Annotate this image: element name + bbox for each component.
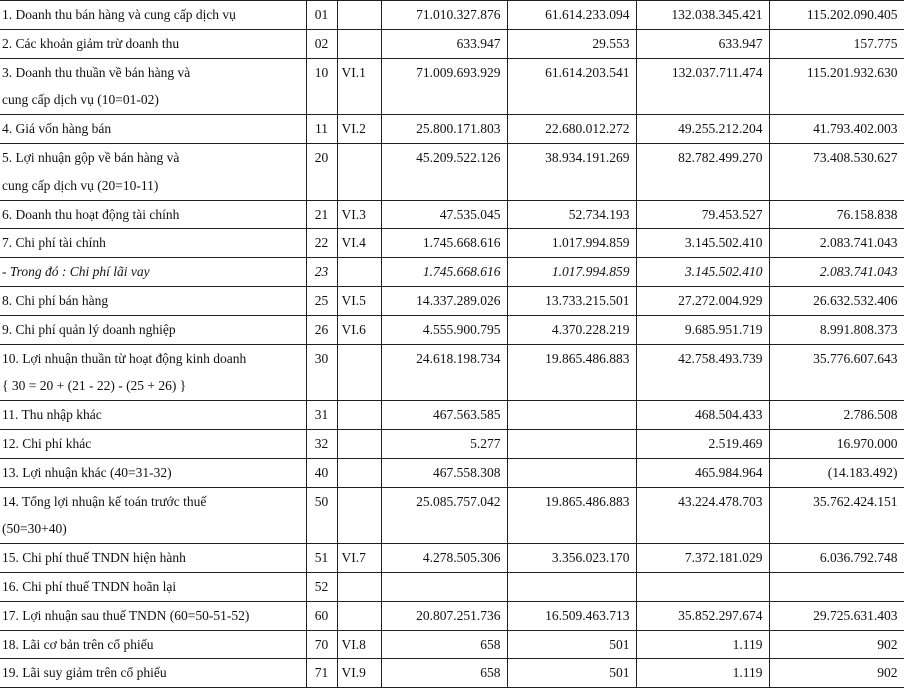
line-item-label: 10. Lợi nhuận thuần từ hoạt động kinh doanh bbox=[0, 344, 306, 372]
value-col-1 bbox=[381, 172, 507, 200]
table-row bbox=[0, 258, 904, 287]
table-row bbox=[0, 172, 904, 200]
line-item-code bbox=[306, 86, 337, 114]
value-col-4: 2.083.741.043 bbox=[769, 258, 904, 287]
value-col-4 bbox=[769, 86, 904, 114]
value-col-1: 25.800.171.803 bbox=[381, 115, 507, 144]
table-row bbox=[0, 344, 904, 372]
line-item-label: (50=30+40) bbox=[0, 515, 306, 543]
value-col-2: 61.614.203.541 bbox=[507, 58, 636, 86]
value-col-2: 1.017.994.859 bbox=[507, 258, 636, 287]
line-item-note: VI.2 bbox=[337, 115, 381, 144]
value-col-3: 465.984.964 bbox=[636, 458, 769, 487]
line-item-code: 21 bbox=[306, 200, 337, 229]
line-item-note: VI.4 bbox=[337, 229, 381, 258]
value-col-2: 22.680.012.272 bbox=[507, 115, 636, 144]
line-item-note bbox=[337, 372, 381, 400]
line-item-code: 02 bbox=[306, 29, 337, 58]
line-item-label: cung cấp dịch vụ (10=01-02) bbox=[0, 86, 306, 114]
table-row bbox=[0, 200, 904, 229]
value-col-1: 24.618.198.734 bbox=[381, 344, 507, 372]
value-col-2: 3.356.023.170 bbox=[507, 544, 636, 573]
value-col-2: 13.733.215.501 bbox=[507, 286, 636, 315]
value-col-1: 658 bbox=[381, 659, 507, 688]
line-item-code: 50 bbox=[306, 487, 337, 515]
value-col-4 bbox=[769, 172, 904, 200]
line-item-code bbox=[306, 372, 337, 400]
value-col-4: 2.786.508 bbox=[769, 401, 904, 430]
line-item-code: 10 bbox=[306, 58, 337, 86]
table-row bbox=[0, 58, 904, 86]
line-item-note: VI.3 bbox=[337, 200, 381, 229]
line-item-note bbox=[337, 143, 381, 171]
line-item-code: 71 bbox=[306, 659, 337, 688]
value-col-3 bbox=[636, 572, 769, 601]
table-row bbox=[0, 659, 904, 688]
value-col-1 bbox=[381, 515, 507, 543]
value-col-3 bbox=[636, 372, 769, 400]
value-col-2 bbox=[507, 372, 636, 400]
table-row bbox=[0, 29, 904, 58]
value-col-4: 35.776.607.643 bbox=[769, 344, 904, 372]
value-col-3: 79.453.527 bbox=[636, 200, 769, 229]
table-row bbox=[0, 0, 904, 29]
value-col-4 bbox=[769, 372, 904, 400]
table-row bbox=[0, 401, 904, 430]
value-col-4: 26.632.532.406 bbox=[769, 286, 904, 315]
line-item-code bbox=[306, 172, 337, 200]
value-col-4: (14.183.492) bbox=[769, 458, 904, 487]
line-item-label: 6. Doanh thu hoạt động tài chính bbox=[0, 200, 306, 229]
value-col-3: 1.119 bbox=[636, 659, 769, 688]
value-col-2 bbox=[507, 86, 636, 114]
value-col-2 bbox=[507, 172, 636, 200]
line-item-note bbox=[337, 86, 381, 114]
line-item-note bbox=[337, 572, 381, 601]
value-col-3: 49.255.212.204 bbox=[636, 115, 769, 144]
value-col-1: 4.278.505.306 bbox=[381, 544, 507, 573]
value-col-1: 71.010.327.876 bbox=[381, 0, 507, 29]
value-col-2: 1.017.994.859 bbox=[507, 229, 636, 258]
value-col-3: 3.145.502.410 bbox=[636, 229, 769, 258]
value-col-2: 19.865.486.883 bbox=[507, 344, 636, 372]
value-col-4 bbox=[769, 572, 904, 601]
value-col-3: 7.372.181.029 bbox=[636, 544, 769, 573]
line-item-label: 17. Lợi nhuận sau thuế TNDN (60=50-51-52) bbox=[0, 601, 306, 630]
value-col-4 bbox=[769, 515, 904, 543]
line-item-note bbox=[337, 401, 381, 430]
line-item-code: 70 bbox=[306, 630, 337, 659]
line-item-label: 13. Lợi nhuận khác (40=31-32) bbox=[0, 458, 306, 487]
line-item-note bbox=[337, 172, 381, 200]
line-item-label: cung cấp dịch vụ (20=10-11) bbox=[0, 172, 306, 200]
line-item-note: VI.7 bbox=[337, 544, 381, 573]
table-row bbox=[0, 487, 904, 515]
line-item-label: 2. Các khoản giảm trừ doanh thu bbox=[0, 29, 306, 58]
line-item-code: 30 bbox=[306, 344, 337, 372]
value-col-4: 902 bbox=[769, 659, 904, 688]
table-row bbox=[0, 515, 904, 543]
value-col-1: 1.745.668.616 bbox=[381, 229, 507, 258]
value-col-3: 132.038.345.421 bbox=[636, 0, 769, 29]
line-item-label: 15. Chi phí thuế TNDN hiện hành bbox=[0, 544, 306, 573]
line-item-note bbox=[337, 458, 381, 487]
line-item-label: 9. Chi phí quản lý doanh nghiệp bbox=[0, 315, 306, 344]
line-item-code: 26 bbox=[306, 315, 337, 344]
line-item-code: 25 bbox=[306, 286, 337, 315]
line-item-code: 23 bbox=[306, 258, 337, 287]
table-row bbox=[0, 229, 904, 258]
value-col-4: 16.970.000 bbox=[769, 429, 904, 458]
line-item-code: 51 bbox=[306, 544, 337, 573]
line-item-code: 32 bbox=[306, 429, 337, 458]
value-col-1: 633.947 bbox=[381, 29, 507, 58]
value-col-1: 25.085.757.042 bbox=[381, 487, 507, 515]
value-col-2 bbox=[507, 572, 636, 601]
line-item-code: 40 bbox=[306, 458, 337, 487]
line-item-label: 4. Giá vốn hàng bán bbox=[0, 115, 306, 144]
value-col-4: 73.408.530.627 bbox=[769, 143, 904, 171]
line-item-label: 16. Chi phí thuế TNDN hoãn lại bbox=[0, 572, 306, 601]
value-col-2 bbox=[507, 401, 636, 430]
line-item-note bbox=[337, 515, 381, 543]
line-item-label: 7. Chi phí tài chính bbox=[0, 229, 306, 258]
table-row bbox=[0, 286, 904, 315]
value-col-3 bbox=[636, 172, 769, 200]
value-col-3: 132.037.711.474 bbox=[636, 58, 769, 86]
value-col-3 bbox=[636, 515, 769, 543]
line-item-note bbox=[337, 0, 381, 29]
table-row bbox=[0, 429, 904, 458]
value-col-3: 43.224.478.703 bbox=[636, 487, 769, 515]
value-col-1: 4.555.900.795 bbox=[381, 315, 507, 344]
value-col-3: 1.119 bbox=[636, 630, 769, 659]
value-col-1: 20.807.251.736 bbox=[381, 601, 507, 630]
line-item-code: 20 bbox=[306, 143, 337, 171]
value-col-2: 61.614.233.094 bbox=[507, 0, 636, 29]
value-col-4: 76.158.838 bbox=[769, 200, 904, 229]
value-col-3: 42.758.493.739 bbox=[636, 344, 769, 372]
table-row bbox=[0, 601, 904, 630]
value-col-1: 47.535.045 bbox=[381, 200, 507, 229]
line-item-code: 01 bbox=[306, 0, 337, 29]
line-item-label: 1. Doanh thu bán hàng và cung cấp dịch vụ bbox=[0, 0, 306, 29]
value-col-4: 41.793.402.003 bbox=[769, 115, 904, 144]
value-col-1 bbox=[381, 86, 507, 114]
line-item-code: 31 bbox=[306, 401, 337, 430]
value-col-3: 27.272.004.929 bbox=[636, 286, 769, 315]
value-col-3: 35.852.297.674 bbox=[636, 601, 769, 630]
value-col-2: 19.865.486.883 bbox=[507, 487, 636, 515]
line-item-note bbox=[337, 29, 381, 58]
line-item-label: 3. Doanh thu thuần về bán hàng và bbox=[0, 58, 306, 86]
value-col-3 bbox=[636, 86, 769, 114]
value-col-1: 467.563.585 bbox=[381, 401, 507, 430]
value-col-2: 16.509.463.713 bbox=[507, 601, 636, 630]
value-col-2 bbox=[507, 458, 636, 487]
value-col-2: 52.734.193 bbox=[507, 200, 636, 229]
table-row bbox=[0, 630, 904, 659]
table-row bbox=[0, 372, 904, 400]
line-item-label: 19. Lãi suy giảm trên cổ phiếu bbox=[0, 659, 306, 688]
value-col-3: 9.685.951.719 bbox=[636, 315, 769, 344]
line-item-label: { 30 = 20 + (21 - 22) - (25 + 26) } bbox=[0, 372, 306, 400]
line-item-note: VI.6 bbox=[337, 315, 381, 344]
line-item-label: 18. Lãi cơ bản trên cổ phiếu bbox=[0, 630, 306, 659]
value-col-4: 157.775 bbox=[769, 29, 904, 58]
value-col-2: 38.934.191.269 bbox=[507, 143, 636, 171]
value-col-3: 82.782.499.270 bbox=[636, 143, 769, 171]
value-col-1: 658 bbox=[381, 630, 507, 659]
value-col-2 bbox=[507, 429, 636, 458]
value-col-2 bbox=[507, 515, 636, 543]
line-item-note: VI.5 bbox=[337, 286, 381, 315]
value-col-3: 468.504.433 bbox=[636, 401, 769, 430]
table-row bbox=[0, 315, 904, 344]
line-item-note: VI.1 bbox=[337, 58, 381, 86]
value-col-2: 501 bbox=[507, 630, 636, 659]
value-col-1: 14.337.289.026 bbox=[381, 286, 507, 315]
line-item-note bbox=[337, 258, 381, 287]
line-item-code: 11 bbox=[306, 115, 337, 144]
value-col-4: 115.202.090.405 bbox=[769, 0, 904, 29]
line-item-note: VI.8 bbox=[337, 630, 381, 659]
line-item-note bbox=[337, 429, 381, 458]
value-col-2: 501 bbox=[507, 659, 636, 688]
value-col-1 bbox=[381, 572, 507, 601]
value-col-1: 467.558.308 bbox=[381, 458, 507, 487]
value-col-3: 2.519.469 bbox=[636, 429, 769, 458]
line-item-note: VI.9 bbox=[337, 659, 381, 688]
value-col-4: 115.201.932.630 bbox=[769, 58, 904, 86]
value-col-1: 45.209.522.126 bbox=[381, 143, 507, 171]
line-item-code: 22 bbox=[306, 229, 337, 258]
line-item-label: 14. Tổng lợi nhuận kế toán trước thuế bbox=[0, 487, 306, 515]
line-item-code bbox=[306, 515, 337, 543]
line-item-label: - Trong đó : Chi phí lãi vay bbox=[0, 258, 306, 287]
line-item-label: 5. Lợi nhuận gộp về bán hàng và bbox=[0, 143, 306, 171]
value-col-2: 4.370.228.219 bbox=[507, 315, 636, 344]
value-col-4: 2.083.741.043 bbox=[769, 229, 904, 258]
line-item-label: 11. Thu nhập khác bbox=[0, 401, 306, 430]
line-item-code: 60 bbox=[306, 601, 337, 630]
value-col-3: 3.145.502.410 bbox=[636, 258, 769, 287]
value-col-3: 633.947 bbox=[636, 29, 769, 58]
value-col-2: 29.553 bbox=[507, 29, 636, 58]
table-row bbox=[0, 115, 904, 144]
line-item-label: 12. Chi phí khác bbox=[0, 429, 306, 458]
value-col-1: 1.745.668.616 bbox=[381, 258, 507, 287]
table-row bbox=[0, 544, 904, 573]
line-item-note bbox=[337, 344, 381, 372]
line-item-note bbox=[337, 487, 381, 515]
value-col-1: 71.009.693.929 bbox=[381, 58, 507, 86]
value-col-4: 902 bbox=[769, 630, 904, 659]
line-item-label: 8. Chi phí bán hàng bbox=[0, 286, 306, 315]
table-row bbox=[0, 458, 904, 487]
table-row bbox=[0, 572, 904, 601]
line-item-code: 52 bbox=[306, 572, 337, 601]
value-col-1 bbox=[381, 372, 507, 400]
value-col-4: 6.036.792.748 bbox=[769, 544, 904, 573]
table-row bbox=[0, 86, 904, 114]
value-col-4: 29.725.631.403 bbox=[769, 601, 904, 630]
value-col-4: 8.991.808.373 bbox=[769, 315, 904, 344]
line-item-note bbox=[337, 601, 381, 630]
value-col-1: 5.277 bbox=[381, 429, 507, 458]
value-col-4: 35.762.424.151 bbox=[769, 487, 904, 515]
table-row bbox=[0, 143, 904, 171]
